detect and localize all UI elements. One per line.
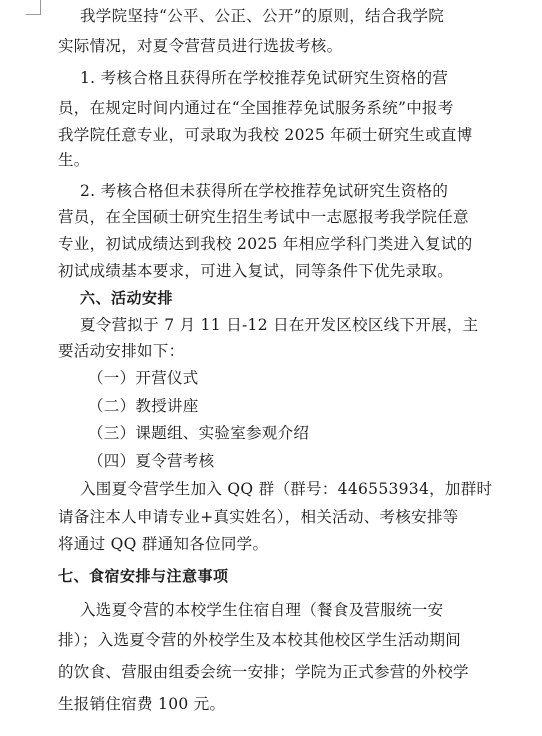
- p5-line-2: 排）；入选夏令营的外校学生及本校其他校区学生活动期间: [58, 631, 462, 649]
- p5-line-1: 入选夏令营的本校学生住宿自理（餐食及营服统一安: [80, 601, 444, 619]
- p2-line-3: 专业，初试成绩达到我校 2025 年相应学科门类进入复试的: [58, 235, 473, 253]
- p2-line-2: 营员，在全国硕士研究生招生考试中一志愿报考我学院任意: [58, 208, 469, 226]
- p1-line-1: 1. 考核合格且获得所在学校推荐免试研究生资格的营: [80, 69, 449, 87]
- p5-line-4: 生报销住宿费 100 元。: [58, 695, 226, 713]
- p4-line-3: 将通过 QQ 群通知各位同学。: [58, 535, 269, 553]
- page-corner-mark: [26, 0, 41, 15]
- activity-item-4: （四）夏令营考核: [88, 452, 215, 470]
- p1-line-4: 生。: [58, 151, 90, 169]
- p3-line-1: 夏令营拟于 7 月 11 日-12 日在开发区校区线下开展，主: [80, 316, 479, 334]
- p4-line-1: 入围夏令营学生加入 QQ 群（群号：446553934，加群时: [80, 480, 493, 498]
- activity-item-3: （三）课题组、实验室参观介绍: [88, 424, 310, 442]
- p3-line-2: 要活动安排如下：: [58, 342, 185, 360]
- activity-item-1: （一）开营仪式: [88, 369, 199, 387]
- section-6-heading: 六、活动安排: [80, 289, 174, 307]
- p1-line-2: 员，在规定时间内通过在“全国推荐免试服务系统”中报考: [58, 99, 454, 117]
- section-7-heading: 七、食宿安排与注意事项: [58, 567, 229, 585]
- p2-line-1: 2. 考核合格但未获得所在学校推荐免试研究生资格的: [80, 182, 449, 200]
- p2-line-4: 初试成绩基本要求，可进入复试，同等条件下优先录取。: [58, 262, 454, 280]
- p5-line-3: 的饮食、营服由组委会统一安排；学院为正式参营的外校学: [58, 663, 469, 681]
- p4-line-2: 请备注本人申请专业+真实姓名），相关活动、考核安排等: [58, 508, 459, 526]
- intro-line-2: 实际情况，对夏令营营员进行选拔考核。: [58, 37, 343, 55]
- intro-line-1: 我学院坚持“公平、公正、公开”的原则，结合我学院: [80, 7, 445, 25]
- p1-line-3: 我学院任意专业，可录取为我校 2025 年硕士研究生或直博: [58, 126, 473, 144]
- activity-item-2: （二）教授讲座: [88, 397, 199, 415]
